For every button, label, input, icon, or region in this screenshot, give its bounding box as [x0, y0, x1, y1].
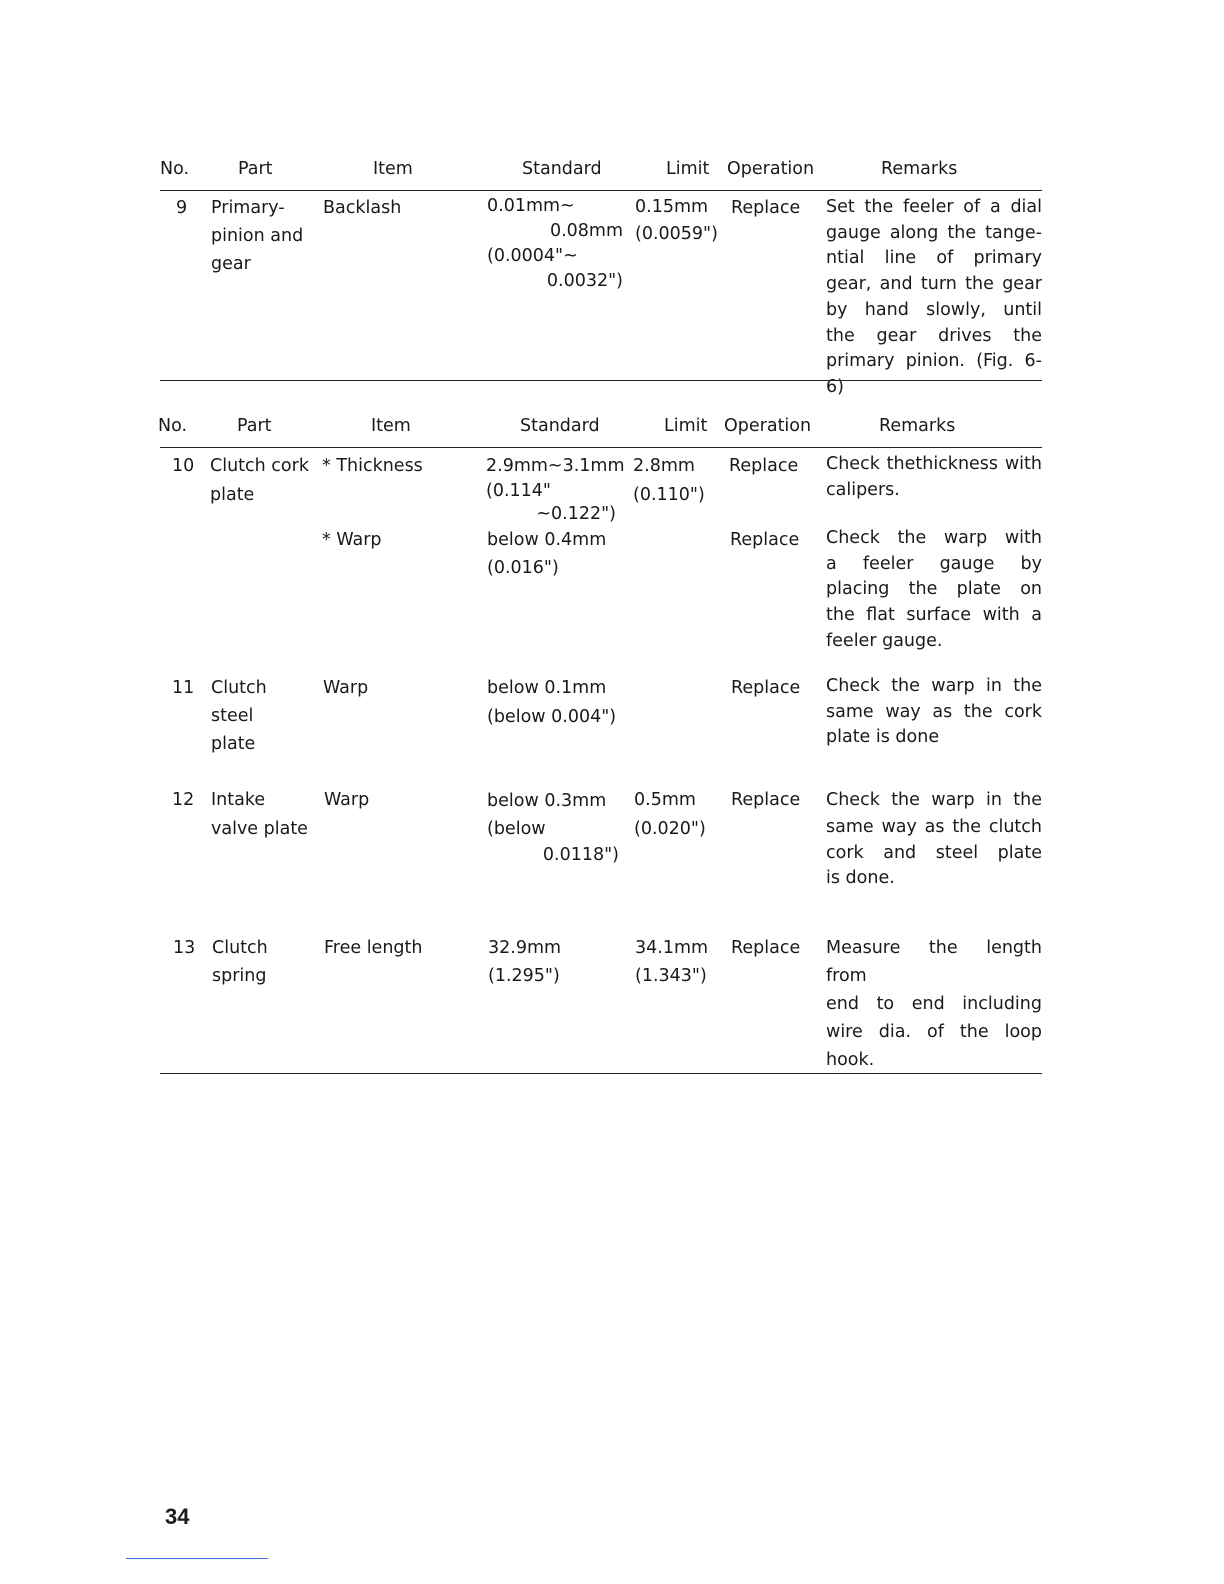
limit-line: 34.1mm	[635, 938, 709, 958]
footer-line	[126, 1558, 268, 1559]
limit-cell	[634, 786, 706, 844]
remarks-cell	[826, 526, 1042, 655]
header-item: Item	[371, 416, 411, 436]
header-rule	[160, 447, 1042, 448]
remarks-line: Check the warp in the	[826, 790, 1042, 810]
remarks-line: Set the feeler of a dial	[826, 197, 1042, 217]
remarks-cell	[826, 934, 1042, 1074]
operation-cell: Replace	[731, 678, 801, 698]
remarks-line: gauge along the tange-	[826, 222, 1042, 243]
remarks-line: the flat surface with a	[826, 605, 1042, 626]
remarks-line: same way as the clutch	[826, 817, 1042, 837]
remarks-line: Measure the length from	[826, 938, 1042, 986]
header-operation: Operation	[724, 416, 812, 436]
part-cell	[212, 934, 268, 990]
operation-cell: Replace	[731, 790, 801, 810]
remarks-line: the gear drives the	[826, 325, 1042, 346]
part-line: pinion and	[211, 226, 304, 246]
header-standard: Standard	[522, 159, 602, 179]
part-line: Clutch	[211, 678, 267, 698]
item-cell: * Thickness	[322, 456, 423, 476]
part-cell	[211, 786, 308, 844]
remarks-line: Check the warp with	[826, 528, 1042, 548]
remarks-line: end to end including	[826, 994, 1042, 1014]
standard-cell	[487, 674, 616, 732]
standard-line: (below 0.004")	[487, 707, 617, 727]
operation-cell: Replace	[731, 198, 801, 218]
header-remarks: Remarks	[879, 416, 956, 436]
standard-cell	[487, 526, 606, 582]
item-cell: Free length	[324, 938, 423, 958]
row-number: 13	[173, 938, 196, 958]
remarks-line: cork and steel plate	[826, 842, 1042, 863]
part-cell	[210, 452, 309, 510]
item-cell: Warp	[323, 678, 369, 698]
standard-cell	[487, 194, 623, 294]
part-line: valve plate	[211, 819, 308, 839]
limit-line: (0.0059")	[635, 224, 718, 244]
part-line: gear	[211, 254, 251, 274]
remarks-line: a feeler gauge by	[826, 553, 1042, 574]
item-cell: * Warp	[322, 530, 382, 550]
standard-line: 2.9mm~3.1mm	[486, 456, 625, 476]
part-line: spring	[212, 966, 267, 986]
row-number: 12	[172, 790, 195, 810]
standard-line: below 0.4mm	[487, 530, 607, 550]
remarks-cell	[826, 674, 1042, 751]
limit-line: (0.020")	[634, 819, 706, 839]
remarks-cell	[826, 786, 1042, 892]
item-cell: Warp	[324, 790, 370, 810]
part-cell	[211, 194, 303, 278]
limit-line: 2.8mm	[633, 456, 695, 476]
standard-line: 0.08mm	[549, 221, 623, 241]
remarks-cell	[826, 452, 1042, 503]
standard-line: (below	[487, 819, 546, 839]
header-no: No.	[160, 159, 190, 179]
part-line: Clutch	[212, 938, 268, 958]
remarks-line: wire dia. of the loop	[826, 1022, 1042, 1042]
standard-line: ~0.122")	[536, 504, 616, 524]
header-limit: Limit	[664, 416, 708, 436]
page-number: 34	[165, 1504, 190, 1529]
header-operation: Operation	[727, 159, 815, 179]
header-limit: Limit	[666, 159, 710, 179]
standard-line: below 0.3mm	[487, 791, 607, 811]
operation-cell: Replace	[729, 456, 799, 476]
row-number: 9	[176, 198, 188, 218]
header-part: Part	[237, 416, 272, 436]
limit-line: (1.343")	[635, 966, 707, 986]
header-rule	[160, 190, 1042, 191]
row-number: 11	[172, 678, 195, 698]
standard-line: (0.016")	[487, 558, 559, 578]
remarks-line: plate is done	[826, 727, 940, 748]
remarks-line: ntial line of primary	[826, 248, 1042, 269]
remarks-line: same way as the cork	[826, 701, 1042, 722]
table-2-bottom-rule	[160, 1073, 1042, 1074]
header-no: No.	[158, 416, 188, 436]
standard-line: 0.01mm~	[487, 196, 575, 216]
remarks-line: Check thethickness with	[826, 454, 1042, 474]
limit-line: 0.15mm	[635, 197, 709, 217]
remarks-line: gear, and turn the gear	[826, 274, 1042, 295]
part-cell	[211, 674, 267, 758]
part-line: plate	[211, 734, 256, 754]
remarks-line: is done.	[826, 868, 895, 889]
standard-line: 0.0032")	[546, 271, 623, 291]
standard-line: (0.114"	[486, 481, 551, 501]
row-number: 10	[172, 456, 195, 476]
part-line: Primary-	[211, 198, 285, 218]
part-line: Clutch cork	[210, 456, 309, 476]
limit-cell	[635, 934, 708, 990]
standard-line: (0.0004"~	[487, 246, 578, 266]
part-line: plate	[210, 485, 255, 505]
part-line: Intake	[211, 790, 266, 810]
limit-cell	[635, 194, 718, 248]
remarks-line: placing the plate on	[826, 579, 1042, 600]
limit-cell	[633, 452, 705, 510]
standard-line: 32.9mm	[488, 938, 562, 958]
standard-cell	[487, 786, 619, 868]
limit-line: 0.5mm	[634, 790, 696, 810]
standard-cell	[488, 934, 561, 990]
header-remarks: Remarks	[881, 159, 958, 179]
standard-line: (1.295")	[488, 966, 560, 986]
remarks-line: feeler gauge.	[826, 630, 943, 651]
remarks-line: Check the warp in the	[826, 676, 1042, 696]
header-standard: Standard	[520, 416, 600, 436]
remarks-line: primary pinion. (Fig. 6-6)	[826, 351, 1042, 397]
header-part: Part	[238, 159, 273, 179]
header-item: Item	[373, 159, 413, 179]
remarks-cell	[826, 195, 1042, 401]
remarks-line: calipers.	[826, 479, 900, 500]
table-1-bottom-rule	[160, 380, 1042, 381]
standard-line: 0.0118")	[542, 845, 619, 865]
operation-cell: Replace	[731, 938, 801, 958]
part-line: steel	[211, 706, 254, 726]
operation-cell: Replace	[730, 530, 800, 550]
remarks-line: by hand slowly, until	[826, 299, 1042, 320]
remarks-line: hook.	[826, 1050, 875, 1070]
standard-line: below 0.1mm	[487, 678, 607, 698]
item-cell: Backlash	[323, 198, 402, 218]
limit-line: (0.110")	[633, 485, 705, 505]
standard-cell	[486, 452, 625, 526]
